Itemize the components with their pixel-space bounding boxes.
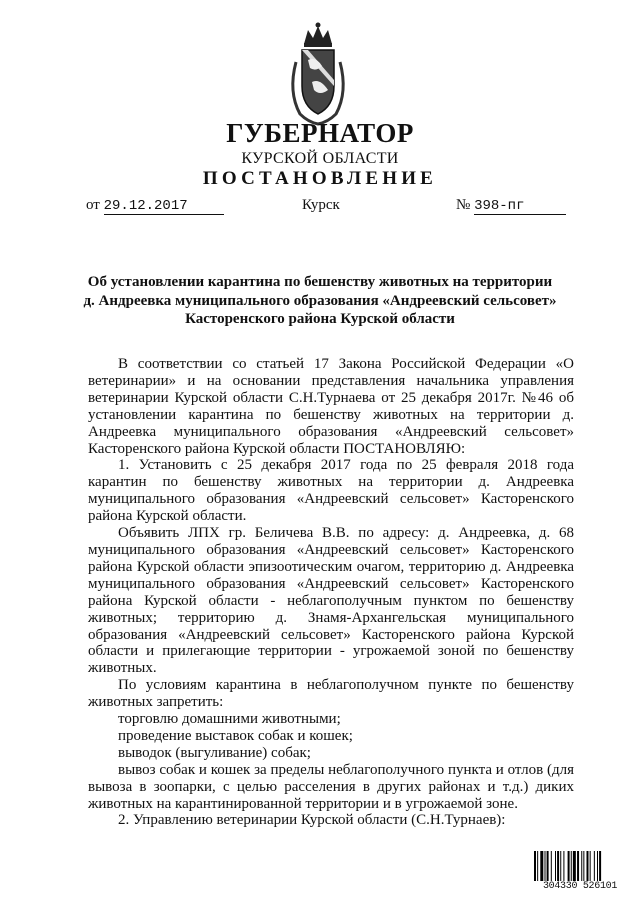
page-title: ГУБЕРНАТОР [226,118,414,148]
barcode-bar [583,851,584,881]
region-name: КУРСКОЙ ОБЛАСТИ [241,150,399,167]
paragraph-prohibitions: По условиям карантина в неблагополучном пункте по бешенству животных запретить: [88,677,574,711]
number-prefix: № [456,197,471,213]
paragraph-item-2: 2. Управлению ветеринарии Курской области (С.Н.Турнаев): [118,812,506,829]
barcode-bar [573,851,576,881]
barcode-number: 304330 526101 [542,881,618,892]
barcode-bar [599,851,601,881]
barcode-bar [537,851,538,881]
barcode-bar [551,851,552,881]
paragraph-export-ban: вывоз собак и кошек за пределы неблагополучного пункта и отлов (для вывоза в зоопарки, с целью расселения в других районах и т.д.) диких животных на карантинированной территории и в угрожаемой зоне. [88,761,574,812]
barcode-bar [557,851,559,881]
barcode-bar [540,851,543,881]
paragraph-outbreak: Объявить ЛПХ гр. Беличева В.В. по адресу: д. Андреевка, д. 68 муниципального образования «Андреевский сельсовет» Касторенского района Курской области эпизоотическим очагом, территорию д. Андреевка муниципального образования «Андреевский сельсовет» Касторенского района Курской области - неблагополучным пунктом по бешенству животных; территорию д. Знамя-Архангельская муниципального образования «Андреевский сельсовет» Касторенского района Курской области и прилегающие территории - угрожаемой зоной по бешенству животных. [88,525,574,677]
barcode-bar [534,851,536,881]
decree-body [88,356,574,829]
paragraph-preamble: В соответствии со статьей 17 Закона Российской Федерации «О ветеринарии» и на основании представления начальника управления ветеринарии Курской области С.Н.Турнаева от 25 декабря 2017г. №46 об установлении карантина по бешенству животных на территории д. Андреевка муниципального образования «Андреевский сельсовет» Касторенского района Курской области ПОСТАНОВЛЯЮ: [88,356,574,457]
date-prefix: от [86,197,100,213]
number-value: 398-пг [474,198,566,215]
number-field [456,197,566,215]
barcode-bar [568,851,570,881]
document-type: ПОСТАНОВЛЕНИЕ [202,168,438,189]
paragraph-item-1: 1. Установить с 25 декабря 2017 года по 25 февраля 2018 года карантин по бешенству животных на территории д. Андреевка муниципального образования «Андреевский сельсовет» Касторенского района Курской области. [88,457,574,525]
coat-of-arms-icon [282,22,354,126]
barcode-bar [563,851,564,881]
subject-line: д. Андреевка муниципального образования «Андреевский сельсовет» [83,292,557,309]
subject-line: Об установлении карантина по бешенству животных на территории [87,274,553,290]
date-value: 29.12.2017 [104,198,224,215]
barcode-bar [590,851,591,881]
decree-subject [60,273,580,329]
barcode-bars [534,851,626,881]
barcode-bar [555,851,556,881]
date-field [86,197,224,215]
barcode [534,851,626,893]
barcode-bar [547,851,549,881]
list-item: торговлю домашними животными; [118,711,341,728]
barcode-bar [577,851,579,881]
list-item: проведение выставок собак и кошек; [118,727,353,744]
barcode-bar [597,851,598,881]
barcode-bar [594,851,595,881]
barcode-bar [587,851,589,881]
city-name: Курск [302,197,340,213]
barcode-bar [571,851,572,881]
barcode-bar [581,851,582,881]
list-item: выводок (выгуливание) собак; [118,744,311,761]
barcode-bar [560,851,561,881]
subject-line: Касторенского района Курской области [185,311,455,327]
barcode-bar [545,851,546,881]
